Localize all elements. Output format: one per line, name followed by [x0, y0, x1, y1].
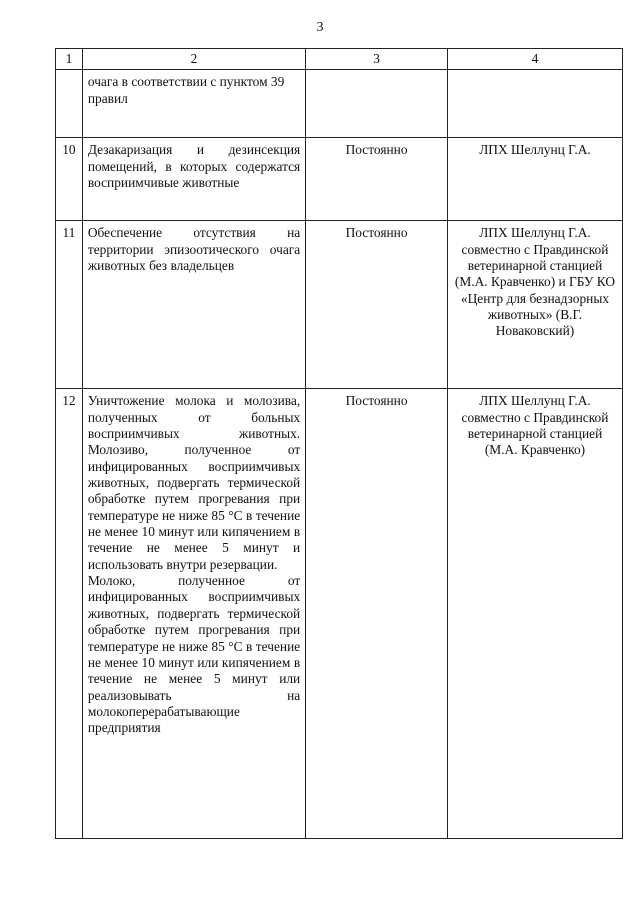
responsible-cell: ЛПХ Шеллунц Г.А. совместно с Правдинской ветеринарной станцией (М.А. Кравченко): [447, 389, 622, 839]
row-number: 12: [56, 389, 83, 839]
row-number: [56, 70, 83, 138]
measure-paragraph-milk: Молоко, полученное от инфицированных восприимчивых животных, подвергать термической обработке путем прогревания при температуре не ниже 85 °С в течение не менее 10 минут или кипячением в течение не менее 5 минут или реализовывать на молокоперерабатывающие предприятия: [87, 573, 301, 736]
header-col-1: 1: [56, 49, 83, 70]
row-number: 11: [56, 221, 83, 389]
row-number: 10: [56, 138, 83, 221]
measure-cell: Обеспечение отсутствия на территории эпизоотического очага животных без владельцев: [82, 221, 305, 389]
measure-cell: [82, 389, 305, 839]
header-col-2: 2: [82, 49, 305, 70]
responsible-cell: ЛПХ Шеллунц Г.А. совместно с Правдинской ветеринарной станцией (М.А. Кравченко) и ГБУ КО «Центр для безнадзорных животных» (В.Г. Новаковский): [447, 221, 622, 389]
measure-cell: очага в соответствии с пунктом 39 правил: [82, 70, 305, 138]
measure-paragraph-colostrum: Уничтожение молока и молозива, полученных от больных восприимчивых животных. Молозиво, полученное от инфицированных восприимчивых животных, подвергать термической обработке путем прогревания при температуре не ниже 85 °С в течение не менее 10 минут или кипячением в течение не менее 5 минут и использовать внутри резервации.: [87, 393, 301, 572]
table-row: [56, 70, 623, 138]
term-cell: Постоянно: [306, 389, 448, 839]
page-number: 3: [316, 20, 324, 35]
responsible-cell: [447, 70, 622, 138]
table-row: [56, 221, 623, 389]
table-row: [56, 389, 623, 839]
term-cell: [306, 70, 448, 138]
table-row: [56, 138, 623, 221]
header-col-3: 3: [306, 49, 448, 70]
header-col-4: 4: [447, 49, 622, 70]
measure-cell: Дезакаризация и дезинсекция помещений, в которых содержатся восприимчивые животные: [82, 138, 305, 221]
table-header-row: [56, 49, 623, 70]
term-cell: Постоянно: [306, 221, 448, 389]
measures-table: [55, 48, 623, 839]
term-cell: Постоянно: [306, 138, 448, 221]
responsible-cell: ЛПХ Шеллунц Г.А.: [447, 138, 622, 221]
